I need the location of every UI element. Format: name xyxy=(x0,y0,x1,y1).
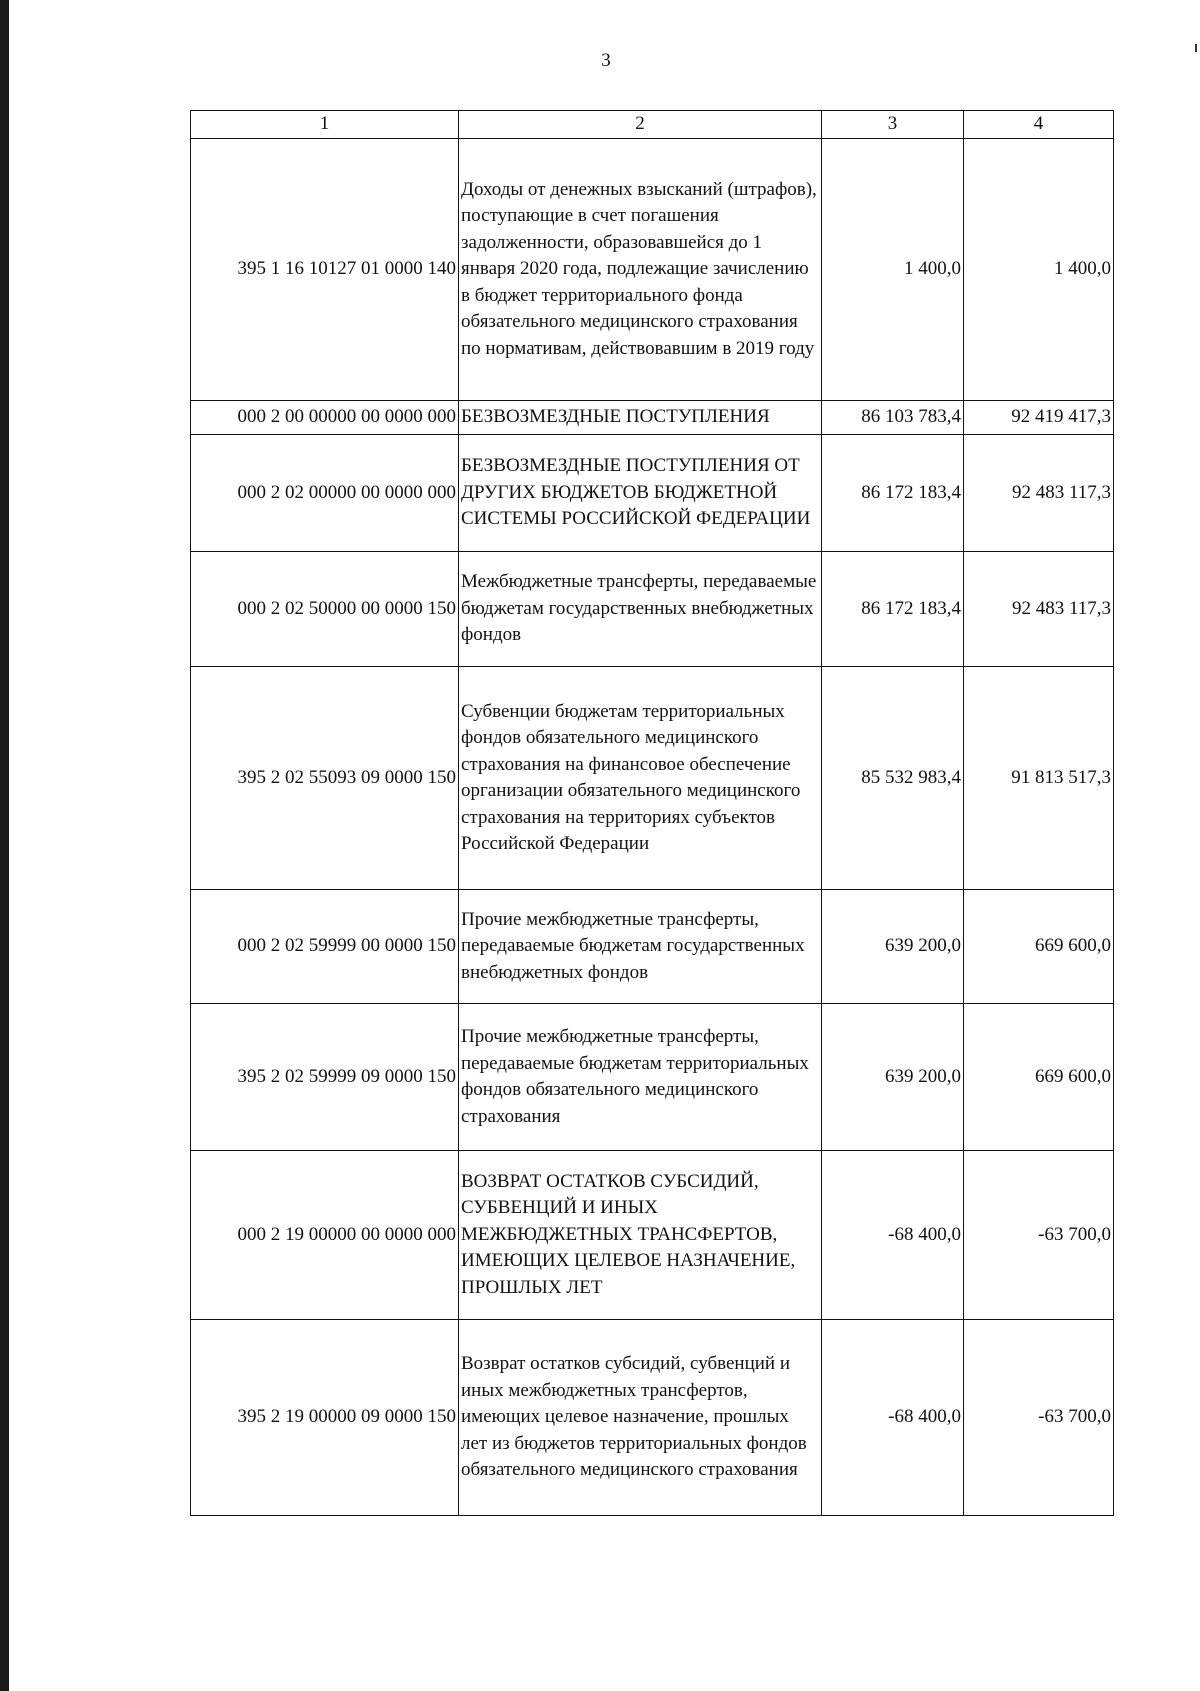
budget-code-cell: 000 2 02 50000 00 0000 150 xyxy=(191,552,459,667)
budget-code-cell: 395 2 02 59999 09 0000 150 xyxy=(191,1004,459,1151)
column-header: 3 xyxy=(822,111,964,139)
column-header: 1 xyxy=(191,111,459,139)
table-row xyxy=(191,1004,1114,1151)
table-row xyxy=(191,1320,1114,1516)
amount-col4-cell: 92 483 117,3 xyxy=(964,435,1114,552)
amount-col3-cell: -68 400,0 xyxy=(822,1151,964,1320)
budget-code-cell: 000 2 19 00000 00 0000 000 xyxy=(191,1151,459,1320)
budget-code-cell: 395 2 19 00000 09 0000 150 xyxy=(191,1320,459,1516)
revenue-name-cell: Доходы от денежных взысканий (штрафов), поступающие в счет погашения задолженности, образовавшейся до 1 января 2020 года, подлежащие зачислению в бюджет территориального фонда обязательного медицинского страхования по нормативам, действовавшим в 2019 году xyxy=(459,139,822,401)
page-number: 3 xyxy=(601,50,611,71)
budget-code-cell: 000 2 02 00000 00 0000 000 xyxy=(191,435,459,552)
revenue-name-cell: Субвенции бюджетам территориальных фондов обязательного медицинского страхования на финансовое обеспечение организации обязательного медицинского страхования на территориях субъектов Российской Федерации xyxy=(459,667,822,890)
column-header: 2 xyxy=(459,111,822,139)
amount-col3-cell: 86 172 183,4 xyxy=(822,552,964,667)
amount-col3-cell: 639 200,0 xyxy=(822,890,964,1004)
table-row xyxy=(191,435,1114,552)
budget-code-cell: 395 1 16 10127 01 0000 140 xyxy=(191,139,459,401)
table-row xyxy=(191,552,1114,667)
amount-col3-cell: -68 400,0 xyxy=(822,1320,964,1516)
revenue-name-cell: Прочие межбюджетные трансферты, передаваемые бюджетам государственных внебюджетных фондов xyxy=(459,890,822,1004)
column-header: 4 xyxy=(964,111,1114,139)
amount-col4-cell: 669 600,0 xyxy=(964,1004,1114,1151)
scan-edge xyxy=(0,0,9,1691)
amount-col3-cell: 639 200,0 xyxy=(822,1004,964,1151)
amount-col4-cell: 91 813 517,3 xyxy=(964,667,1114,890)
amount-col4-cell: -63 700,0 xyxy=(964,1151,1114,1320)
amount-col4-cell: -63 700,0 xyxy=(964,1320,1114,1516)
amount-col3-cell: 1 400,0 xyxy=(822,139,964,401)
amount-col4-cell: 92 483 117,3 xyxy=(964,552,1114,667)
amount-col3-cell: 86 172 183,4 xyxy=(822,435,964,552)
scan-mark xyxy=(1195,44,1197,52)
table-row xyxy=(191,890,1114,1004)
revenue-name-cell: Межбюджетные трансферты, передаваемые бюджетам государственных внебюджетных фондов xyxy=(459,552,822,667)
amount-col3-cell: 86 103 783,4 xyxy=(822,401,964,435)
revenue-name-cell: ВОЗВРАТ ОСТАТКОВ СУБСИДИЙ, СУБВЕНЦИЙ И ИНЫХ МЕЖБЮДЖЕТНЫХ ТРАНСФЕРТОВ, ИМЕЮЩИХ ЦЕЛЕВОЕ НАЗНАЧЕНИЕ, ПРОШЛЫХ ЛЕТ xyxy=(459,1151,822,1320)
budget-code-cell: 395 2 02 55093 09 0000 150 xyxy=(191,667,459,890)
revenue-name-cell: БЕЗВОЗМЕЗДНЫЕ ПОСТУПЛЕНИЯ xyxy=(459,401,822,435)
table-header-row xyxy=(191,111,1114,139)
revenue-name-cell: Возврат остатков субсидий, субвенций и иных межбюджетных трансфертов, имеющих целевое назначение, прошлых лет из бюджетов территориальных фондов обязательного медицинского страхования xyxy=(459,1320,822,1516)
table-row xyxy=(191,401,1114,435)
table-row xyxy=(191,139,1114,401)
budget-code-cell: 000 2 02 59999 00 0000 150 xyxy=(191,890,459,1004)
revenue-name-cell: БЕЗВОЗМЕЗДНЫЕ ПОСТУПЛЕНИЯ ОТ ДРУГИХ БЮДЖЕТОВ БЮДЖЕТНОЙ СИСТЕМЫ РОССИЙСКОЙ ФЕДЕРАЦИИ xyxy=(459,435,822,552)
revenue-name-cell: Прочие межбюджетные трансферты, передаваемые бюджетам территориальных фондов обязательного медицинского страхования xyxy=(459,1004,822,1151)
budget-code-cell: 000 2 00 00000 00 0000 000 xyxy=(191,401,459,435)
budget-table xyxy=(190,110,1114,1516)
amount-col4-cell: 92 419 417,3 xyxy=(964,401,1114,435)
amount-col3-cell: 85 532 983,4 xyxy=(822,667,964,890)
amount-col4-cell: 669 600,0 xyxy=(964,890,1114,1004)
table-row xyxy=(191,667,1114,890)
amount-col4-cell: 1 400,0 xyxy=(964,139,1114,401)
table-row xyxy=(191,1151,1114,1320)
